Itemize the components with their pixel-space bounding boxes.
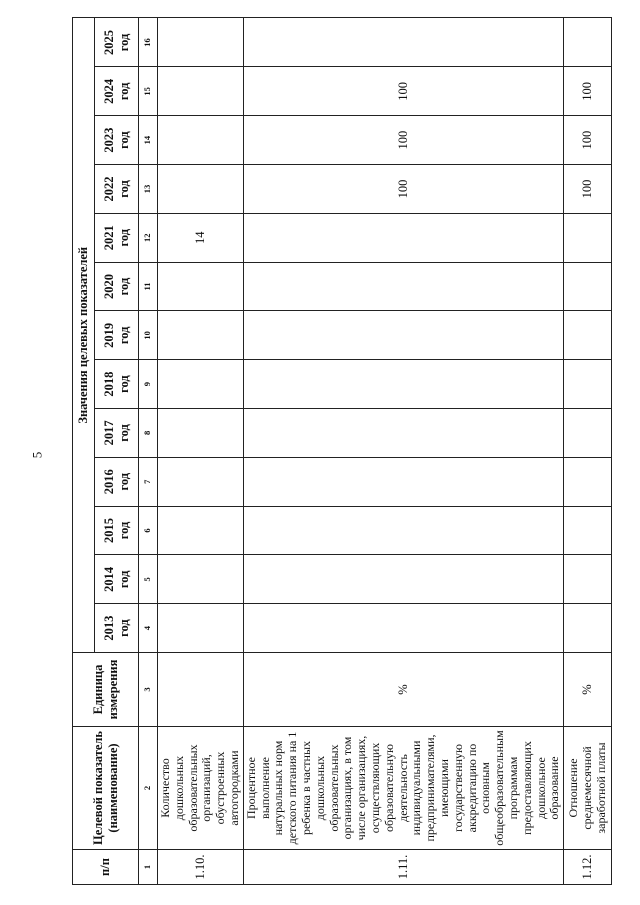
column-number: 16 [139, 18, 158, 67]
value-cell [243, 262, 563, 311]
value-cell [564, 604, 612, 653]
value-cell [564, 262, 612, 311]
unit-cell: % [564, 653, 612, 727]
column-number: 14 [139, 116, 158, 165]
value-cell [158, 18, 244, 67]
value-cell: 100 [564, 116, 612, 165]
value-cell [158, 360, 244, 409]
value-cell [158, 67, 244, 116]
value-cell [243, 213, 563, 262]
header-year: 2024 год [95, 67, 139, 116]
value-cell [564, 311, 612, 360]
value-cell [243, 457, 563, 506]
row-number: 1.10. [158, 850, 244, 885]
value-cell [243, 18, 563, 67]
table-row [564, 18, 612, 885]
header-unit: Единица измерения [73, 653, 139, 727]
header-year: 2013 год [95, 604, 139, 653]
value-cell [564, 18, 612, 67]
page-number: 5 [29, 451, 45, 459]
table-row [158, 18, 244, 885]
value-cell [243, 555, 563, 604]
value-cell [564, 213, 612, 262]
column-number: 7 [139, 457, 158, 506]
value-cell [158, 457, 244, 506]
indicator-name: Процентное выполнение натуральных норм детского питания на 1 ребенка в частных дошкольных образовательных организациях, в том числе организациях, осуществляющих образовательную деятельность индивидуальными предпринимателями, имеющими государственную аккредитацию по основным общеобразовательным программам предоставляющих дошкольное образование [243, 727, 563, 850]
header-year: 2020 год [95, 262, 139, 311]
value-cell [564, 409, 612, 458]
value-cell [564, 360, 612, 409]
unit-cell [158, 653, 244, 727]
column-number: 10 [139, 311, 158, 360]
column-number: 6 [139, 506, 158, 555]
value-cell [243, 506, 563, 555]
column-number: 9 [139, 360, 158, 409]
value-cell [158, 165, 244, 214]
value-cell [564, 457, 612, 506]
unit-cell: % [243, 653, 563, 727]
header-year: 2022 год [95, 165, 139, 214]
header-year: 2017 год [95, 409, 139, 458]
header-indicator-name: Целевой показатель (наименование) [73, 727, 139, 850]
header-year: 2016 год [95, 457, 139, 506]
value-cell [564, 555, 612, 604]
value-cell [158, 262, 244, 311]
value-cell [243, 604, 563, 653]
column-number: 12 [139, 213, 158, 262]
header-year: 2015 год [95, 506, 139, 555]
column-number: 11 [139, 262, 158, 311]
value-cell [158, 604, 244, 653]
header-np: п/п [73, 850, 139, 885]
column-number: 3 [139, 653, 158, 727]
value-cell [158, 506, 244, 555]
indicator-name: Количество дошкольных образовательных организаций, обустроенных автогородками [158, 727, 244, 850]
column-number: 1 [139, 850, 158, 885]
header-values-group: Значения целевых показателей [73, 18, 95, 653]
header-year: 2019 год [95, 311, 139, 360]
column-number: 5 [139, 555, 158, 604]
value-cell [158, 116, 244, 165]
value-cell [158, 311, 244, 360]
value-cell: 100 [243, 116, 563, 165]
value-cell [243, 311, 563, 360]
table-row [243, 18, 563, 885]
value-cell [243, 409, 563, 458]
value-cell [158, 409, 244, 458]
header-year: 2023 год [95, 116, 139, 165]
value-cell: 100 [243, 67, 563, 116]
value-cell: 14 [158, 213, 244, 262]
column-number: 4 [139, 604, 158, 653]
indicator-name: Отношение среднемесячной заработной платы [564, 727, 612, 850]
value-cell [564, 506, 612, 555]
column-number: 13 [139, 165, 158, 214]
value-cell: 100 [564, 67, 612, 116]
rotated-table-container [72, 19, 608, 885]
value-cell: 100 [243, 165, 563, 214]
header-year: 2018 год [95, 360, 139, 409]
indicators-table [72, 17, 612, 885]
column-number: 8 [139, 409, 158, 458]
value-cell [243, 360, 563, 409]
row-number: 1.11. [243, 850, 563, 885]
header-year: 2025 год [95, 18, 139, 67]
value-cell: 100 [564, 165, 612, 214]
value-cell [158, 555, 244, 604]
column-number: 15 [139, 67, 158, 116]
header-year: 2014 год [95, 555, 139, 604]
column-number: 2 [139, 727, 158, 850]
header-year: 2021 год [95, 213, 139, 262]
row-number: 1.12. [564, 850, 612, 885]
